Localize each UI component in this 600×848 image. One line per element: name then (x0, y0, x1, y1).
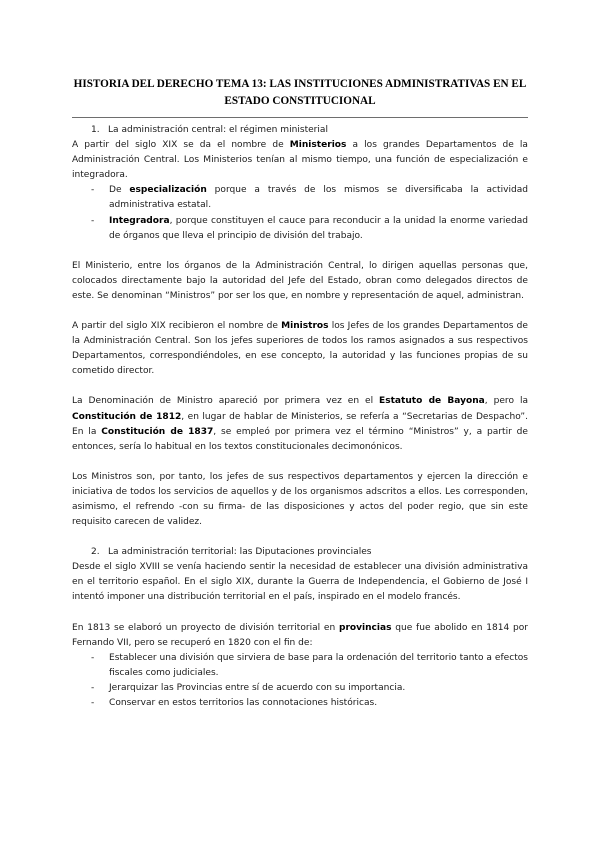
document-body (72, 123, 528, 711)
section-2-number: 2. (91, 547, 100, 558)
text-run: , porque constituyen el cauce para reconducir a la unidad la enorme variedad de órganos que lleva el principio de división del trabajo. (109, 215, 528, 241)
section-1-heading (72, 123, 528, 138)
section-2-list (72, 651, 528, 711)
text-run: Conservar en estos territorios las connotaciones históricas. (109, 698, 378, 708)
section-1-title: La administración central: el régimen ministerial (108, 125, 328, 135)
list-marker: - (91, 215, 95, 226)
text-run: , pero la (484, 396, 528, 407)
bold-term: Ministros (281, 321, 329, 332)
list-item (72, 681, 528, 696)
list-marker: - (91, 698, 95, 708)
list-marker: - (91, 185, 95, 196)
text-run: A partir del siglo XIX se da el nombre de (72, 140, 290, 151)
text-run: En 1813 se elaboró un proyecto de división territorial en (72, 622, 339, 633)
bold-term: especialización (129, 185, 207, 196)
bold-term: Estatuto de Bayona (379, 396, 485, 407)
section-1-paragraph-2: El Ministerio, entre los órganos de la Administración Central, lo dirigen aquellas personas que, colocados directamente bajo la autoridad del Jefe del Estado, obran como delegados directos de este. Se denominan “Ministros” por ser los que, en nombre y representación de aquel, administran. (72, 260, 528, 301)
section-1-paragraph-1 (72, 138, 528, 183)
list-marker: - (91, 682, 95, 693)
section-2-heading (72, 545, 528, 560)
bold-term: Integradora (109, 215, 170, 226)
section-1-paragraph-5: Los Ministros son, por tanto, los jefes de sus respectivos departamentos y ejercen la dirección e iniciativa de todos los servicios de aquellos y de los organismos adscritos a ellos. Les corresponden, asimismo, el refrendo -con su firma- de las disposiciones y actos del poder regio, que sin este requisito carecen de validez. (72, 471, 528, 528)
title-divider (72, 117, 528, 118)
list-item (72, 183, 528, 213)
text-run: Jerarquizar las Provincias entre sí de acuerdo con su importancia. (109, 682, 406, 693)
section-1-number: 1. (91, 125, 100, 135)
bold-term: Constitución de 1812 (72, 411, 182, 422)
list-item (72, 696, 528, 711)
text-run: a los grandes Departamentos de la Administración Central. Los Ministerios tenían al mismo tiempo, una función de especialización e integradora. (72, 140, 528, 181)
section-1-paragraph-3 (72, 319, 528, 379)
text-run: , en lugar de hablar de Ministerios, se refería a “Secretarias de Despacho”. En la (72, 411, 528, 437)
text-run: Establecer una división que sirviera de base para la ordenación del territorio tanto a efectos fiscales como judiciales. (109, 652, 528, 678)
text-run: La Denominación de Ministro apareció por primera vez en el (72, 396, 380, 407)
list-item (72, 214, 528, 244)
text-run: De (109, 185, 130, 196)
list-item (72, 651, 528, 681)
text-run: porque a través de los mismos se diversificaba la actividad administrativa estatal. (109, 185, 528, 211)
text-run: A partir del siglo XIX recibieron el nombre de (72, 321, 282, 332)
section-1-list (72, 183, 528, 243)
text-run: , se empleó por primera vez el término “Ministros” y, a partir de entonces, sería lo habitual en los textos constitucionales decimonónicos. (72, 426, 528, 452)
bold-term: Constitución de 1837 (101, 426, 214, 437)
section-2-paragraph-2 (72, 621, 528, 651)
section-2-title: La administración territorial: las Diputaciones provinciales (108, 547, 372, 558)
document-title: HISTORIA DEL DERECHO TEMA 13: LAS INSTITUCIONES ADMINISTRATIVAS EN EL ESTADO CONSTITUCIONAL (73, 78, 527, 107)
text-run: que fue abolido en 1814 por Fernando VII, pero se recuperó en 1820 con el fin de: (72, 622, 528, 648)
text-run: los Jefes de los grandes Departamentos de la Administración Central. Son los jefes superiores de todos los ramos asignados a sus respectivos Departamentos, correspondiéndoles, en ese concepto, la autoridad y las funciones propias de su cometido director. (72, 321, 528, 377)
bold-term: Ministerios (289, 140, 347, 151)
section-2-paragraph-1: Desde el siglo XVIII se venía haciendo sentir la necesidad de establecer una división administrativa en el territorio español. En el siglo XIX, durante la Guerra de Independencia, el Gobierno de José I intentó imponer una distribución territorial en el país, inspirado en el modelo francés. (72, 562, 528, 603)
list-marker: - (91, 652, 95, 663)
section-1-paragraph-4 (72, 394, 528, 454)
bold-term: provincias (338, 622, 392, 633)
